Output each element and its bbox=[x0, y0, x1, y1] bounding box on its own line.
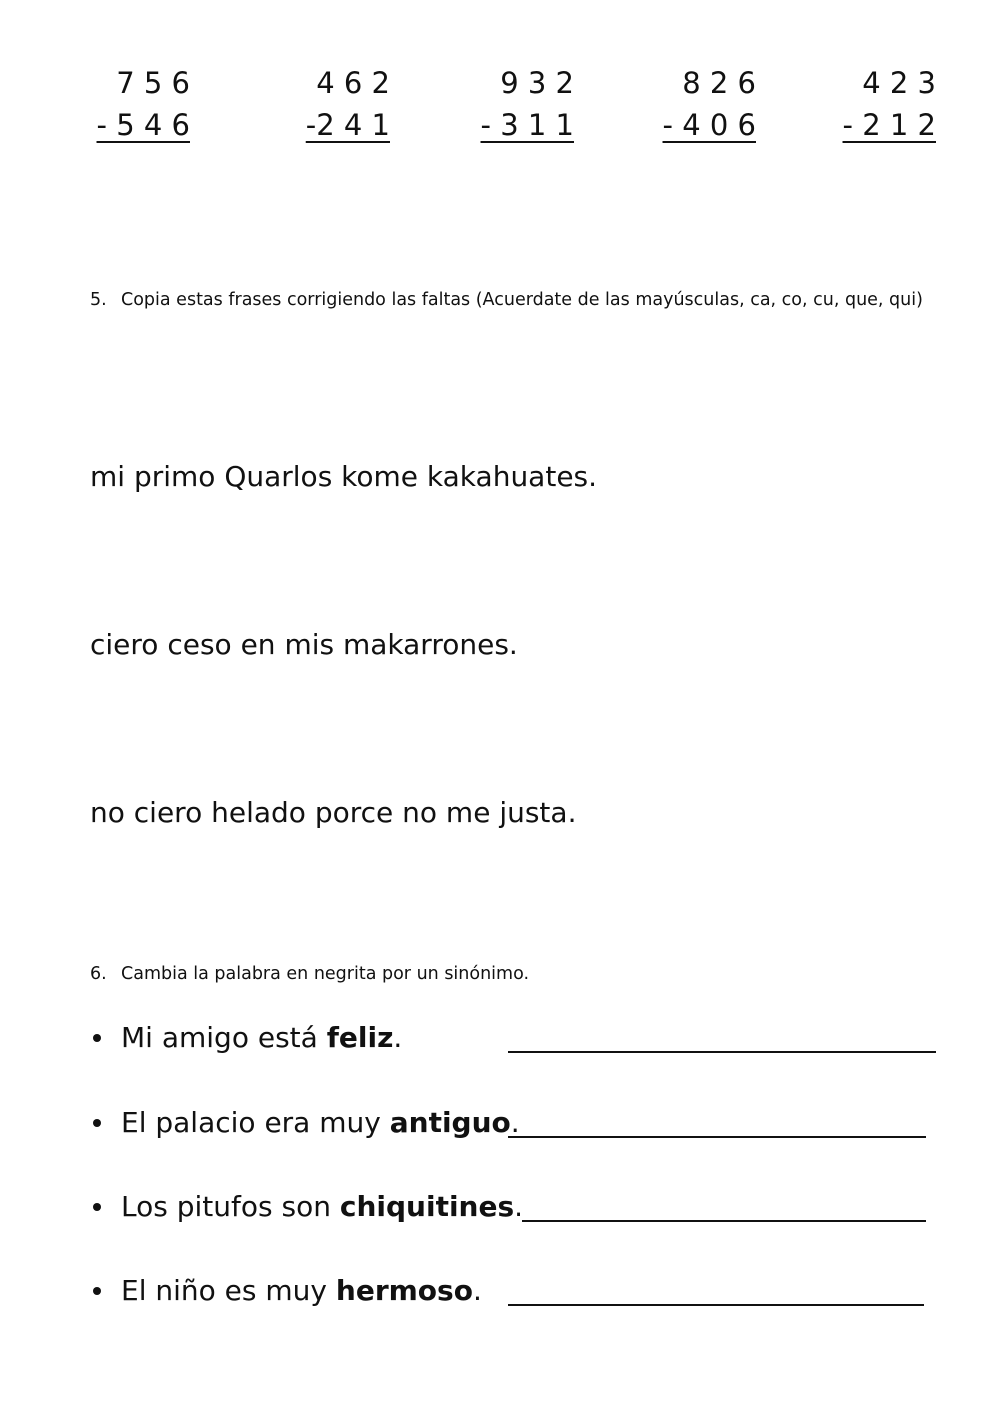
subtraction-problem-2 bbox=[296, 62, 390, 146]
minuend: 9 3 2 bbox=[500, 66, 574, 100]
subtraction-problem-5 bbox=[830, 62, 936, 146]
subtraction-problem-3 bbox=[474, 62, 574, 146]
item-text bbox=[121, 1101, 520, 1145]
exercise-6-instruction bbox=[90, 945, 940, 1003]
synonym-item-3 bbox=[90, 1185, 950, 1229]
text-before: Mi amigo está bbox=[121, 1021, 327, 1054]
bold-word: chiquitines bbox=[339, 1190, 515, 1223]
answer-line[interactable] bbox=[508, 1051, 936, 1053]
sentence-to-correct-2: ciero ceso en mis makarrones. bbox=[90, 628, 518, 661]
minuend: 4 2 3 bbox=[862, 66, 936, 100]
subtraction-problem-1 bbox=[90, 62, 190, 146]
item-text bbox=[121, 1016, 402, 1060]
text-after: . bbox=[393, 1021, 403, 1054]
subtrahend: - 2 1 2 bbox=[842, 108, 936, 142]
bold-word: hermoso bbox=[335, 1274, 473, 1307]
text-before: Los pitufos son bbox=[121, 1190, 340, 1223]
minuend: 7 5 6 bbox=[116, 66, 190, 100]
synonym-item-4 bbox=[90, 1269, 950, 1313]
subtrahend: -2 4 1 bbox=[305, 108, 390, 142]
text-before: El palacio era muy bbox=[121, 1106, 390, 1139]
answer-line[interactable] bbox=[508, 1136, 926, 1138]
exercise-number: 6. bbox=[90, 964, 107, 984]
answer-line[interactable] bbox=[508, 1304, 924, 1306]
text-after: . bbox=[472, 1274, 482, 1307]
instruction-text: Cambia la palabra en negrita por un sinónimo. bbox=[121, 964, 530, 984]
item-text bbox=[121, 1269, 482, 1313]
instruction-text: Copia estas frases corrigiendo las faltas (Acuerdate de las mayúsculas, ca, co, cu, que, qui) bbox=[121, 290, 923, 310]
text-after: . bbox=[510, 1106, 520, 1139]
sentence-to-correct-1: mi primo Quarlos kome kakahuates. bbox=[90, 460, 598, 493]
exercise-5-instruction bbox=[90, 271, 940, 391]
minuend: 8 2 6 bbox=[682, 66, 756, 100]
bold-word: antiguo bbox=[389, 1106, 511, 1139]
text-before: El niño es muy bbox=[121, 1274, 336, 1307]
subtrahend: - 5 4 6 bbox=[96, 108, 190, 142]
synonym-item-2 bbox=[90, 1101, 950, 1145]
minuend: 4 6 2 bbox=[316, 66, 390, 100]
answer-line[interactable] bbox=[522, 1220, 926, 1222]
synonym-item-1 bbox=[90, 1016, 950, 1060]
sentence-to-correct-3: no ciero helado porce no me justa. bbox=[90, 796, 577, 829]
subtraction-problem-4 bbox=[652, 62, 756, 146]
subtrahend: - 3 1 1 bbox=[480, 108, 574, 142]
exercise-number: 5. bbox=[90, 290, 107, 310]
bold-word: feliz bbox=[326, 1021, 394, 1054]
subtrahend: - 4 0 6 bbox=[662, 108, 756, 142]
item-text bbox=[121, 1185, 523, 1229]
text-after: . bbox=[514, 1190, 524, 1223]
